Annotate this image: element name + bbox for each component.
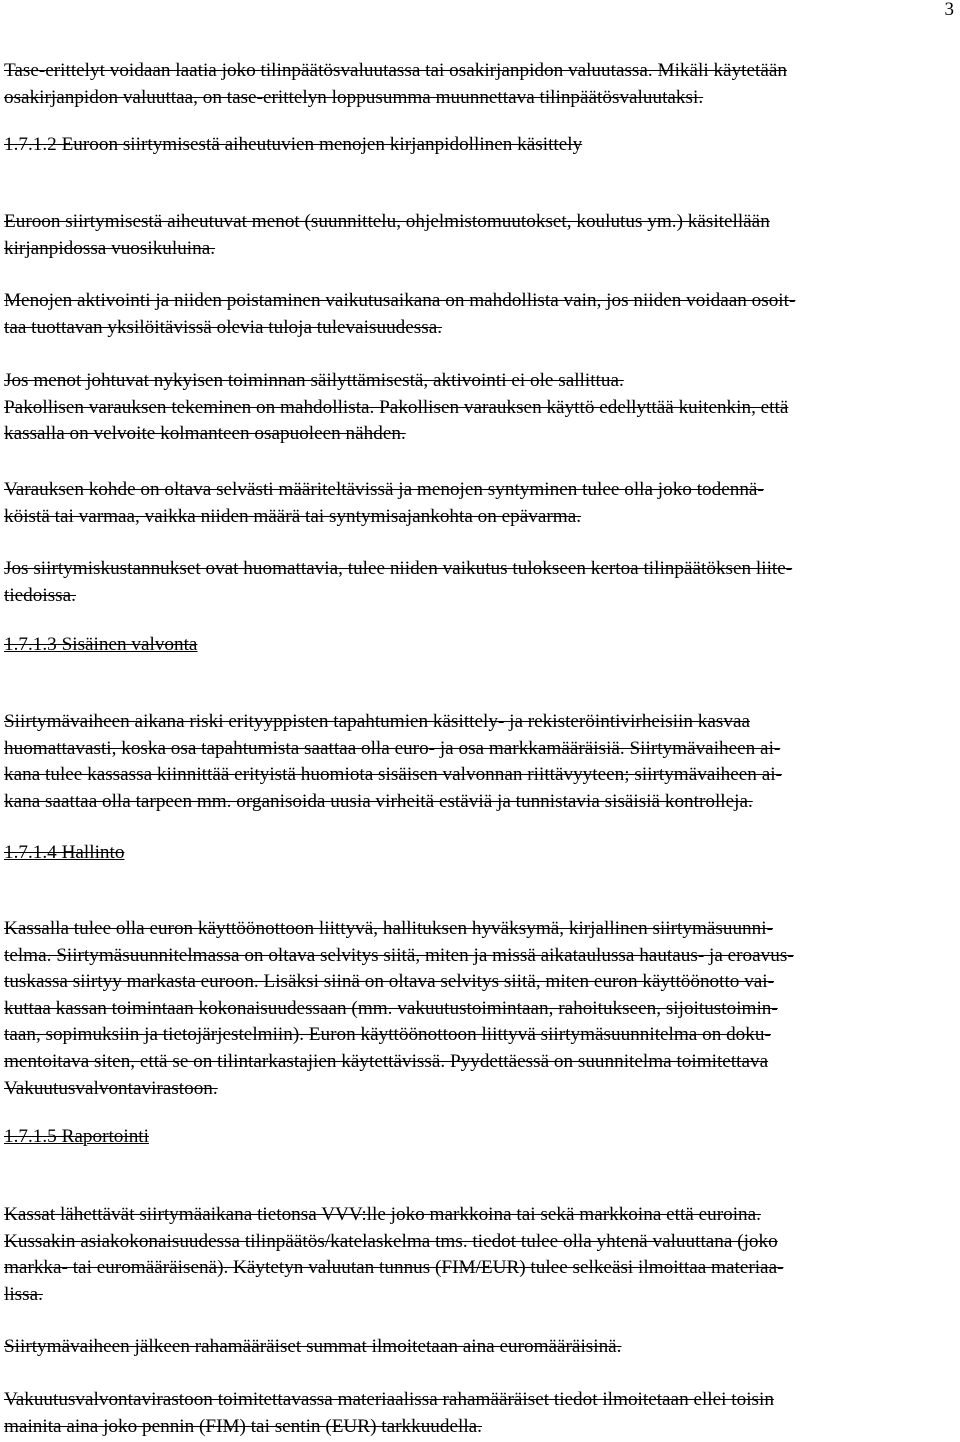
text-line: telma. Siirtymäsuunnitelmassa on oltava selvitys siitä, miten ja missä aikataulussa hautaus- ja eroavus- (4, 944, 794, 966)
text-line: kuttaa kassan toimintaan kokonaisuudessaan (mm. vakuutustoimintaan, rahoitukseen, sijoitustoimin- (4, 997, 778, 1019)
text-line: Kassalla tulee olla euron käyttöönottoon liittyvä, hallituksen hyväksymä, kirjallinen siirtymäsuunni- (4, 918, 773, 939)
text-line: taan, sopimuksiin ja tietojärjestelmiin). Euron käyttöönottoon liittyvä siirtymäsuunnitelma on doku- (4, 1024, 771, 1046)
text-line: lissa. (4, 1283, 43, 1305)
text-line: tiedoissa. (4, 584, 76, 606)
section-heading: 1.7.1.4 Hallinto (4, 842, 125, 863)
text-line: tuskassa siirtyy markasta euroon. Lisäksi siinä on oltava selvitys siitä, miten euron käyttöönotto vai- (4, 971, 775, 993)
paragraph-menot-vuosikuluina (4, 209, 954, 262)
paragraph-aktivointi (4, 288, 954, 341)
text-line: Tase-erittelyt voidaan laatia joko tilinpäätösvaluutassa tai osakirjanpidon valuutassa. Mikäli käytetään (4, 60, 787, 81)
text-line: markka- tai euromääräisenä). Käytetyn valuutan tunnus (FIM/EUR) tulee selkeäsi ilmoittaa materiaa- (4, 1257, 784, 1279)
paragraph-varaus (4, 368, 954, 448)
text-line: osakirjanpidon valuuttaa, on tase-erittelyn loppusumma muunnettava tilinpäätösvaluutaksi. (4, 86, 704, 108)
text-line: Siirtymävaiheen aikana riski erityyppisten tapahtumien käsittely- ja rekisteröintivirheisiin kasvaa (4, 711, 750, 732)
text-line: huomattavasti, koska osa tapahtumista saattaa olla euro- ja osa markkamääräisiä. Siirtymävaiheen ai- (4, 737, 781, 759)
text-line: mentoitava siten, että se on tilintarkastajien käytettävissä. Pyydettäessä on suunnitelma toimitettava (4, 1050, 769, 1072)
text-line: Varauksen kohde on oltava selvästi määriteltävissä ja menojen syntyminen tulee olla joko todennä- (4, 479, 764, 500)
text-line: Jos siirtymiskustannukset ovat huomattavia, tulee niiden vaikutus tulokseen kertoa tilinpäätöksen liite- (4, 558, 793, 579)
text-line: Vakuutusvalvontavirastoon toimitettavassa materiaalissa rahamääräiset tiedot ilmoitetaan ellei toisin (4, 1389, 774, 1410)
text-line: Pakollisen varauksen tekeminen on mahdollista. Pakollisen varauksen käyttö edellyttää kuitenkin, että (4, 396, 789, 418)
text-line: Vakuutusvalvontavirastoon. (4, 1077, 218, 1099)
text-line: kassalla on velvoite kolmanteen osapuoleen nähden. (4, 423, 406, 445)
section-heading: 1.7.1.3 Sisäinen valvonta (4, 634, 198, 655)
section-heading: 1.7.1.5 Raportointi (4, 1126, 149, 1147)
text-line: kana tulee kassassa kiinnittää erityistä huomiota sisäisen valvonnan riittävyyteen; siirtymävaiheen ai- (4, 764, 782, 786)
text-line: Kussakin asiakokonaisuudessa tilinpäätös/katelaskelma tms. tiedot tulee olla yhtenä valuuttana (joko (4, 1230, 778, 1252)
paragraph-varauksen-kohde (4, 477, 954, 530)
text-line: Kassat lähettävät siirtymäaikana tietonsa VVV:lle joko markkoina tai sekä markkoina että euroina. (4, 1204, 761, 1225)
paragraph-euromaaraisina (4, 1334, 954, 1361)
text-line: Euroon siirtymisestä aiheutuvat menot (suunnittelu, ohjelmistomuutokset, koulutus ym.) käsitellään (4, 211, 770, 232)
heading-1-7-1-4 (4, 840, 954, 867)
text-line: kana saattaa olla tarpeen mm. organisoida uusia virheitä estäviä ja tunnistavia sisäisiä kontrolleja. (4, 790, 753, 812)
text-line: taa tuottavan yksilöitävissä olevia tuloja tulevaisuudessa. (4, 316, 443, 338)
page-number: 3 (944, 0, 954, 20)
heading-1-7-1-2 (4, 132, 954, 159)
text-line: mainita aina joko pennin (FIM) tai sentin (EUR) tarkkuudella. (4, 1415, 482, 1437)
paragraph-tase-erittely (4, 58, 954, 111)
paragraph-tarkkuus (4, 1387, 954, 1440)
text-line: Menojen aktivointi ja niiden poistaminen vaikutusaikana on mahdollista vain, jos niiden voidaan osoit- (4, 290, 796, 311)
heading-1-7-1-3 (4, 632, 954, 659)
paragraph-hallinto (4, 916, 954, 1102)
section-heading: 1.7.1.2 Euroon siirtymisestä aiheutuvien menojen kirjanpidollinen käsittely (4, 134, 583, 155)
text-line: kirjanpidossa vuosikuluina. (4, 237, 216, 259)
paragraph-raportointi (4, 1202, 954, 1308)
paragraph-sisainen-valvonta (4, 709, 954, 815)
text-line: Siirtymävaiheen jälkeen rahamääräiset summat ilmoitetaan aina euromääräisinä. (4, 1336, 622, 1357)
text-line: Jos menot johtuvat nykyisen toiminnan säilyttämisestä, aktivointi ei ole sallittua. (4, 370, 624, 391)
heading-1-7-1-5 (4, 1124, 954, 1151)
paragraph-siirtymiskustannukset (4, 556, 954, 609)
text-line: köistä tai varmaa, vaikka niiden määrä tai syntymisajankohta on epävarma. (4, 505, 582, 527)
